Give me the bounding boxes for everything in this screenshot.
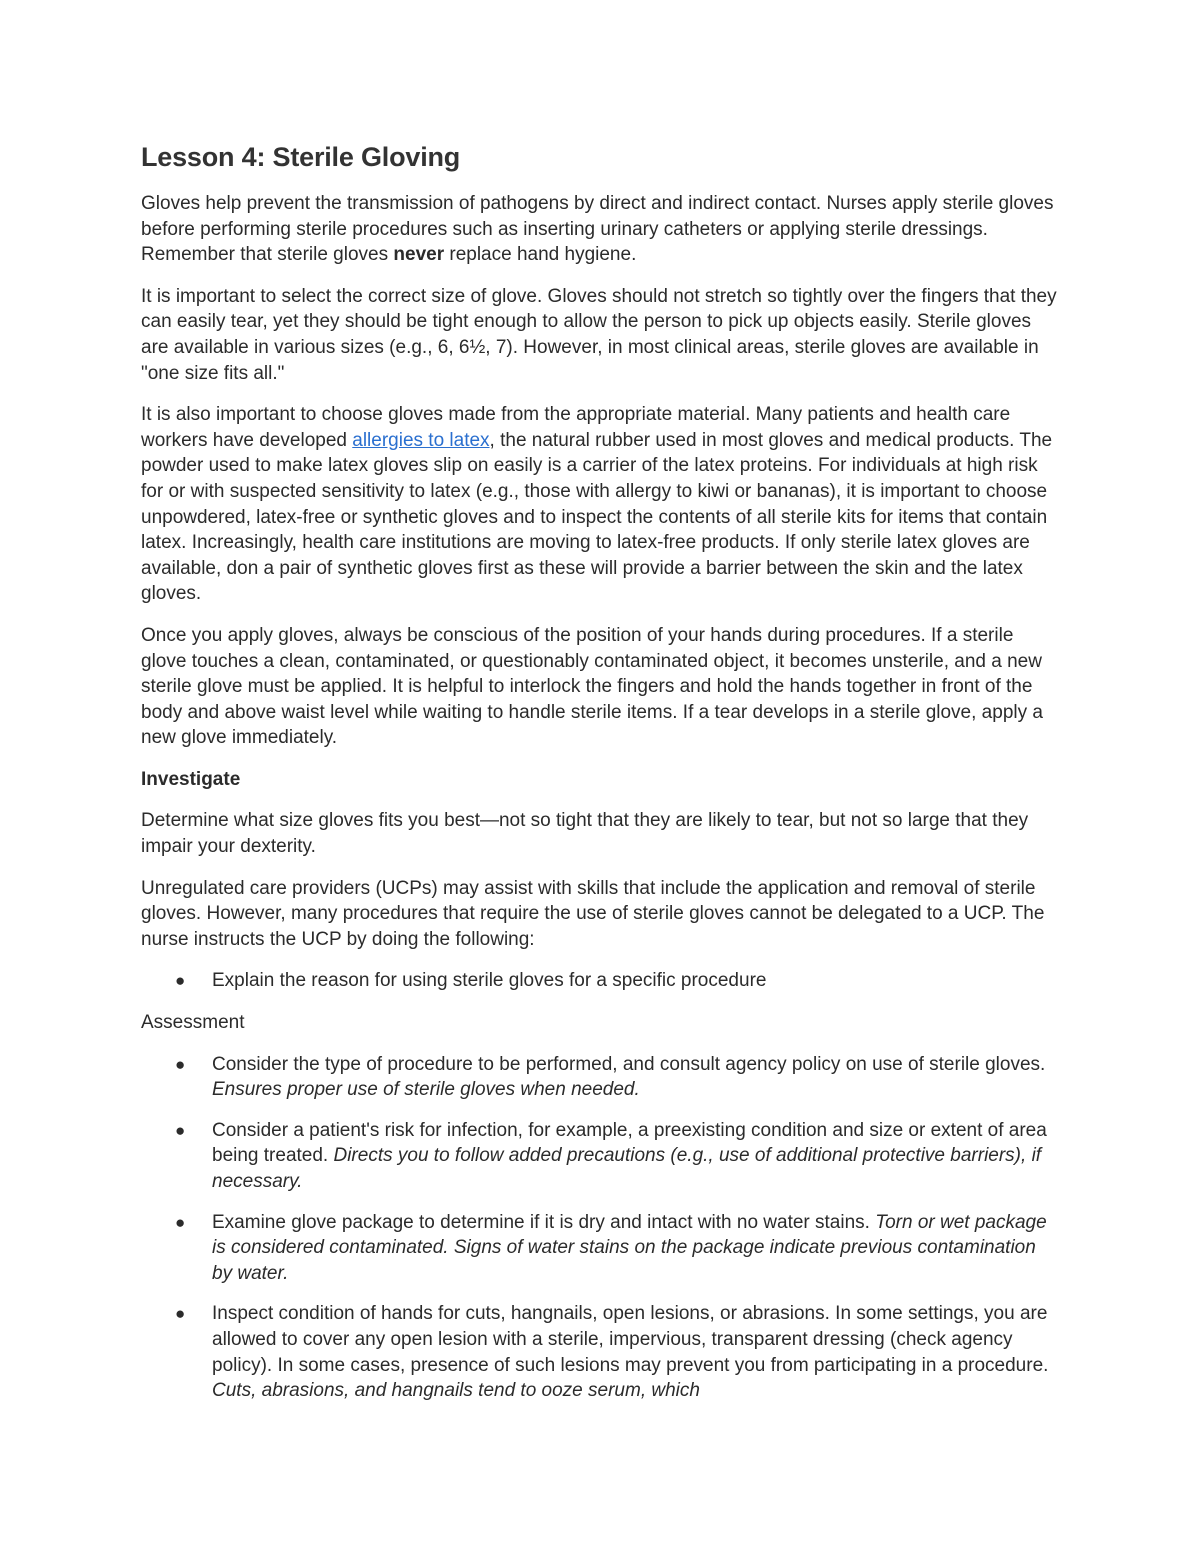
page-title: Lesson 4: Sterile Gloving — [141, 142, 461, 172]
list-item-text: Inspect condition of hands for cuts, hangnails, open lesions, or abrasions. In some settings, you are allowed to cover any open lesion with a sterile, impervious, transparent dressing (check agency policy). In some cases, presence of such lesions may prevent you from participating in a procedure. — [212, 1303, 1049, 1376]
paragraph-glove-fit: Determine what size gloves fits you best—not so tight that they are likely to tear, but not so large that they impair your dexterity. — [141, 810, 1029, 858]
material-text-a: It is also important to choose gloves made from the appropriate material. Many patients and health care workers have developed — [141, 404, 1011, 451]
document-page — [141, 137, 1061, 1420]
material-text-b: , the natural rubber used in most gloves and medical products. The powder used to make latex gloves slip on easily is a carrier of the latex proteins. For individuals at high risk for or with suspected sensitivity to latex (e.g., those with allergy to kiwi or bananas), it is important to choose unpowdered, latex-free or synthetic gloves and to inspect the contents of all sterile kits for items that contain latex. Increasingly, health care institutions are moving to latex-free products. If only sterile latex gloves are available, don a pair of synthetic gloves first as these will provide a barrier between the skin and the latex gloves. — [141, 429, 1053, 605]
list-item-text: Consider the type of procedure to be performed, and consult agency policy on use of sterile gloves. — [212, 1053, 1046, 1075]
bullet-icon: ● — [175, 1054, 186, 1074]
list-item-rationale: Torn or wet package is considered contaminated. Signs of water stains on the package indicate previous contamination by water. — [212, 1211, 1047, 1284]
bullet-icon: ● — [175, 971, 186, 991]
assessment-list — [141, 1052, 1061, 1404]
paragraph-glove-material — [141, 402, 1061, 607]
list-item-text: Explain the reason for using sterile gloves for a specific procedure — [212, 970, 767, 992]
list-item — [141, 1052, 1061, 1103]
list-item — [141, 968, 1061, 994]
paragraph-hand-position: Once you apply gloves, always be conscious of the position of your hands during procedures. If a sterile glove touches a clean, contaminated, or questionably contaminated object, it becomes unsterile, and a new sterile glove must be applied. It is helpful to interlock the fingers and hold the hands together in front of the body and above waist level while waiting to handle sterile items. If a tear develops in a sterile glove, apply a new glove immediately. — [141, 624, 1043, 749]
paragraph-ucp: Unregulated care providers (UCPs) may assist with skills that include the application and removal of sterile gloves. However, many procedures that require the use of sterile gloves cannot be delegated to a UCP. The nurse instructs the UCP by doing the following: — [141, 877, 1045, 950]
list-item-rationale: Directs you to follow added precautions (e.g., use of additional protective barriers), if necessary. — [212, 1145, 1042, 1192]
latex-allergy-link[interactable]: allergies to latex — [352, 429, 490, 451]
ucp-instruction-list — [141, 968, 1061, 994]
list-item-text: Consider a patient's risk for infection, for example, a preexisting condition and size or extent of area being treated. — [212, 1119, 1047, 1167]
bullet-icon: ● — [175, 1304, 186, 1324]
list-item — [141, 1210, 1061, 1287]
list-item — [141, 1118, 1061, 1195]
list-item — [141, 1301, 1061, 1403]
paragraph-intro — [141, 191, 1061, 268]
bullet-icon: ● — [175, 1212, 186, 1232]
assessment-heading: Assessment — [141, 1012, 245, 1034]
bullet-icon: ● — [175, 1120, 186, 1140]
intro-text-b: replace hand hygiene. — [444, 244, 637, 266]
investigate-heading: Investigate — [141, 768, 241, 790]
list-item-text: Examine glove package to determine if it is dry and intact with no water stains. — [212, 1211, 876, 1233]
intro-emphasis: never — [393, 244, 445, 266]
list-item-rationale: Ensures proper use of sterile gloves when needed. — [212, 1079, 640, 1101]
list-item-rationale: Cuts, abrasions, and hangnails tend to ooze serum, which — [212, 1380, 700, 1402]
paragraph-glove-size: It is important to select the correct size of glove. Gloves should not stretch so tightly over the fingers that they can easily tear, yet they should be tight enough to allow the person to pick up objects easily. Sterile gloves are available in various sizes (e.g., 6, 6½, 7). However, in most clinical areas, sterile gloves are available in "one size fits all." — [141, 285, 1057, 384]
intro-text-a: Gloves help prevent the transmission of pathogens by direct and indirect contact. Nurses apply sterile gloves before performing sterile procedures such as inserting urinary catheters or applying sterile dressings. Remember that sterile gloves — [141, 193, 1054, 266]
